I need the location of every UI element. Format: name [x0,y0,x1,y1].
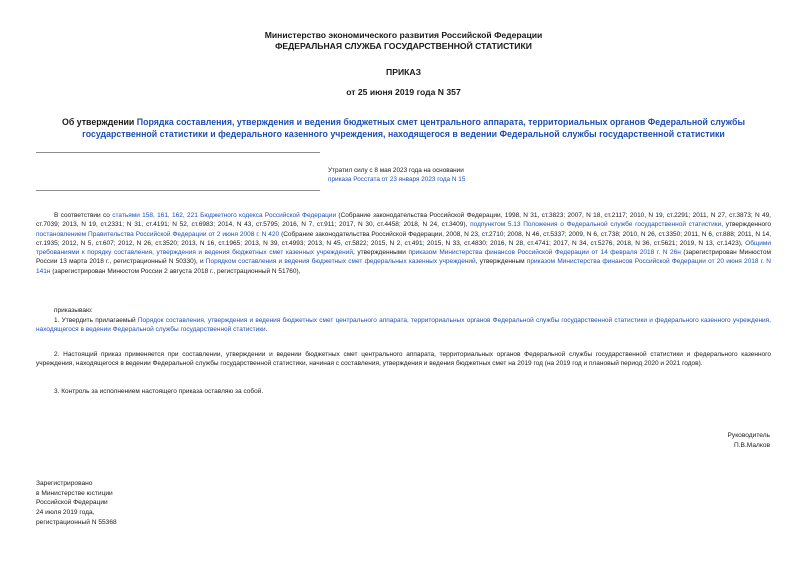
paragraph-1 [36,316,771,335]
order-word [36,306,771,315]
signature-block [728,431,770,450]
p1-text: 1. Утвердить прилагаемый [54,317,138,324]
registration-line: регистрационный N 55368 [36,518,117,526]
minfin-order-26n-link[interactable]: приказом Министерства финансов Российской Федерации от 14 февраля 2018 г. N 26н [408,249,681,257]
paragraph-3 [36,387,771,396]
doc-date-number: от 25 июня 2019 года N 357 [346,87,461,97]
doc-title [36,116,771,140]
registration-line: 24 июля 2019 года, [36,509,95,517]
p1-text-end: . [265,326,268,334]
registration-block [36,479,117,528]
minfin-order-141n-link[interactable]: приказом Министерства финансов Российской Федерации от 20 июня 2018 г. N 141н [36,258,771,275]
preamble-text: , утвержденного [721,221,772,229]
ministry-name: Министерство экономического развития Российской Федерации [264,30,543,40]
agency-name: ФЕДЕРАЛЬНАЯ СЛУЖБА ГОСУДАРСТВЕННОЙ СТАТИСТИКИ [275,41,532,51]
preamble-text: (Собрание законодательства Российской Федерации, 2008, N 23, ст.2710; 2008, N 46, ст.5337; 2009, N 6, ст.738; 2010, N 26, ст.3350; 2011, N 6, ст.888; 2011, N 14, ст.1935; 2012, N 5, ст.607; 2012, N 26, ст.3520; 2013, N 16, ст.1965; 2013, N 39, ст.4993; 2013, N 45, ст.5822; 2015, N 2, ст.491; 2015, N 33, ст.4830; 2016, N 28, ст.4741; 2017, N 34, ст.5276, 2018, N 36, ст.5621; 2019, N 13, ст.1423), [36,230,772,247]
paragraph-2 [36,350,771,369]
p3-text: 3. Контроль за исполнением настоящего приказа оставляю за собой. [54,388,264,395]
registration-line: Российской Федерации [36,499,108,507]
order-word-text: приказываю: [54,307,93,314]
status-note-text: Утратил силу с 8 мая 2023 года на основании [328,167,464,174]
preamble-paragraph [36,211,771,276]
status-note [328,166,465,184]
budget-code-link[interactable]: статьями 158, 161, 162, 221 Бюджетного кодекса Российской Федерации [112,212,337,219]
statute-link[interactable]: подпунктом 5.13 Положения о Федеральной службе государственной статистики [470,221,722,229]
signature-name: П.В.Малков [733,441,770,449]
registration-line: в Министерстве юстиции [36,489,113,497]
general-requirements-link[interactable]: Общими требованиями к порядку составления, утверждения и ведения бюджетных смет казенных учреждений [36,239,771,257]
preamble-text: (зарегистрирован Минюстом России 13 марта 2018 г., регистрационный N 50330), и [36,249,771,266]
preamble-text: В соответствии со [54,212,113,219]
procedure-link[interactable]: Порядком составления и ведения бюджетных смет федеральных казенных учреждений [205,258,476,266]
divider-top [36,152,320,153]
preamble-text: (Собрание законодательства Российской Федерации, 1998, N 31, ст.3823; 2007, N 18, ст.2117; 2010, N 19, ст.2291; 2011, N 27, ст.3873; N 49, ст.7039; 2013, N 19, ст.2331; N 31, ст.4191; N 52, ст.6983; 2014, N 43, ст.5795; 2016, N 7, ст.911; 2017, N 30, ст.4458; 2018, N 24, ст.3409), [36,212,771,229]
preamble-text: , утвержденными [352,249,409,257]
signature-role: Руководитель [727,432,770,439]
divider-bottom [36,190,320,191]
title-link[interactable]: Порядка составления, утверждения и ведения бюджетных смет центрального аппарата, территориальных органов Федеральной службы государственной статистики и федерального казенного учреждения, находящегося в ведении Федеральной службы государственной статистики [82,117,745,139]
government-resolution-link[interactable]: постановлением Правительства Российской Федерации от 2 июня 2008 г. N 420 [36,230,280,238]
registration-line: Зарегистрировано [36,480,93,487]
approved-procedure-link[interactable]: Порядок составления, утверждения и ведения бюджетных смет центрального аппарата, территориальных органов Федеральной службы государственной статистики и федерального казенного учреждения, находящегося в ведении Федеральной службы государственной статистики [36,317,771,334]
preamble-text: , утвержденным [475,258,527,266]
p2-text: 2. Настоящий приказ применяется при составлении, утверждении и ведении бюджетных смет центрального аппарата, территориальных органов Федеральной службы государственной статистики и федерального казенного учреждения, находящегося в ведении Федеральной службы государственной статистики, начиная с составления, утверждения и ведения бюджетных смет на 2019 год (на 2019 год и плановый период 2020 и 2021 годов). [36,351,771,368]
title-prefix: Об утверждении [62,117,137,127]
doc-type: ПРИКАЗ [386,67,421,77]
status-note-link[interactable]: приказа Росстата от 23 января 2023 года N 15 [328,176,466,184]
preamble-text: (зарегистрирован Минюстом России 2 августа 2018 г., регистрационный N 51760), [50,267,301,275]
